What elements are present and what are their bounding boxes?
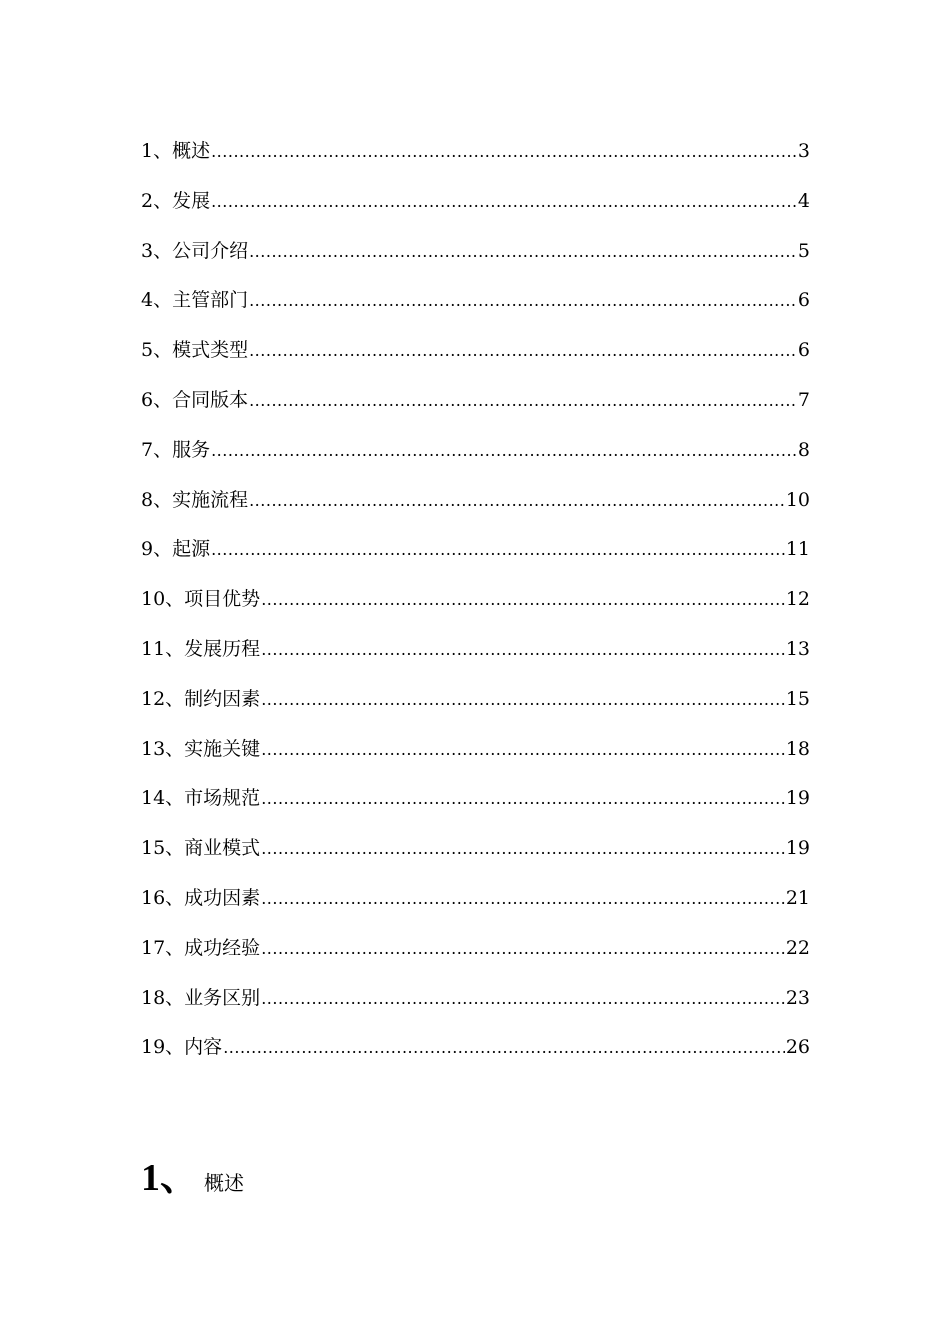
toc-leader-dots [261,984,785,1014]
toc-entry-page: 13 [785,637,810,660]
toc-leader-dots [261,685,785,715]
toc-entry-page: 7 [797,388,810,411]
toc-leader-dots [261,735,785,765]
toc-entry-page: 23 [785,986,810,1009]
toc-leader-dots [261,834,785,864]
toc-entry-title: 11、发展历程 [141,637,261,660]
toc-entry[interactable] [141,136,810,186]
toc-entry-title: 4、主管部门 [141,289,249,312]
toc-entry[interactable] [141,1032,810,1082]
toc-entry-title: 17、成功经验 [141,936,261,959]
toc-entry-page: 8 [797,438,810,461]
toc-entry[interactable] [141,833,810,883]
toc-entry-page: 21 [785,886,810,909]
toc-leader-dots [261,635,785,665]
toc-entry-title: 13、实施关键 [141,737,261,760]
toc-entry-title: 6、合同版本 [141,388,249,411]
toc-leader-dots [249,336,797,366]
toc-entry[interactable] [141,783,810,833]
toc-leader-dots [261,784,785,814]
toc-leader-dots [249,286,797,316]
toc-entry-page: 3 [797,140,810,162]
toc-entry[interactable] [141,634,810,684]
toc-entry[interactable] [141,983,810,1033]
toc-entry-title: 14、市场规范 [141,787,261,810]
section-heading [141,1146,244,1201]
toc-entry-title: 9、起源 [141,538,211,561]
toc-leader-dots [223,1033,785,1063]
toc-leader-dots [211,535,785,565]
toc-leader-dots [211,436,797,466]
section-title: 概述 [204,1171,245,1195]
toc-entry[interactable] [141,385,810,435]
toc-entry-page: 6 [797,289,810,312]
toc-entry[interactable] [141,584,810,634]
toc-entry-page: 6 [797,339,810,362]
toc-entry[interactable] [141,534,810,584]
toc-entry-title: 3、公司介绍 [141,239,249,262]
toc-leader-dots [261,934,785,964]
toc-entry[interactable] [141,236,810,286]
toc-entry-title: 1、概述 [141,140,211,162]
toc-entry-page: 12 [785,588,810,611]
toc-entry-title: 7、服务 [141,438,211,461]
toc-entry-title: 2、发展 [141,189,211,212]
toc-entry-page: 4 [797,189,810,212]
toc-entry-title: 15、商业模式 [141,837,261,860]
toc-entry[interactable] [141,285,810,335]
toc-entry[interactable] [141,734,810,784]
toc-leader-dots [211,187,797,217]
toc-entry-title: 16、成功因素 [141,886,261,909]
toc-entry[interactable] [141,435,810,485]
toc-entry-page: 15 [785,687,810,710]
toc-leader-dots [211,137,797,167]
toc-leader-dots [249,237,797,267]
toc-entry[interactable] [141,335,810,385]
toc-entry-page: 5 [797,239,810,262]
toc-leader-dots [249,486,785,516]
toc-entry-page: 18 [785,737,810,760]
toc-entry-title: 10、项目优势 [141,588,261,611]
toc-entry-page: 11 [785,538,810,561]
table-of-contents [141,136,810,1082]
toc-entry-page: 19 [785,837,810,860]
toc-entry[interactable] [141,186,810,236]
toc-entry-page: 10 [785,488,810,511]
toc-leader-dots [261,585,785,615]
toc-entry-title: 12、制约因素 [141,687,261,710]
toc-entry-title: 8、实施流程 [141,488,249,511]
toc-entry-page: 19 [785,787,810,810]
toc-entry[interactable] [141,933,810,983]
toc-entry-title: 19、内容 [141,1036,223,1059]
toc-entry-title: 18、业务区别 [141,986,261,1009]
toc-entry-title: 5、模式类型 [141,339,249,362]
toc-entry[interactable] [141,684,810,734]
toc-entry-page: 22 [785,936,810,959]
toc-entry[interactable] [141,485,810,535]
section-number: 1、 [141,1157,199,1199]
toc-leader-dots [261,884,785,914]
toc-entry[interactable] [141,883,810,933]
toc-entry-page: 26 [785,1036,810,1059]
toc-leader-dots [249,386,797,416]
